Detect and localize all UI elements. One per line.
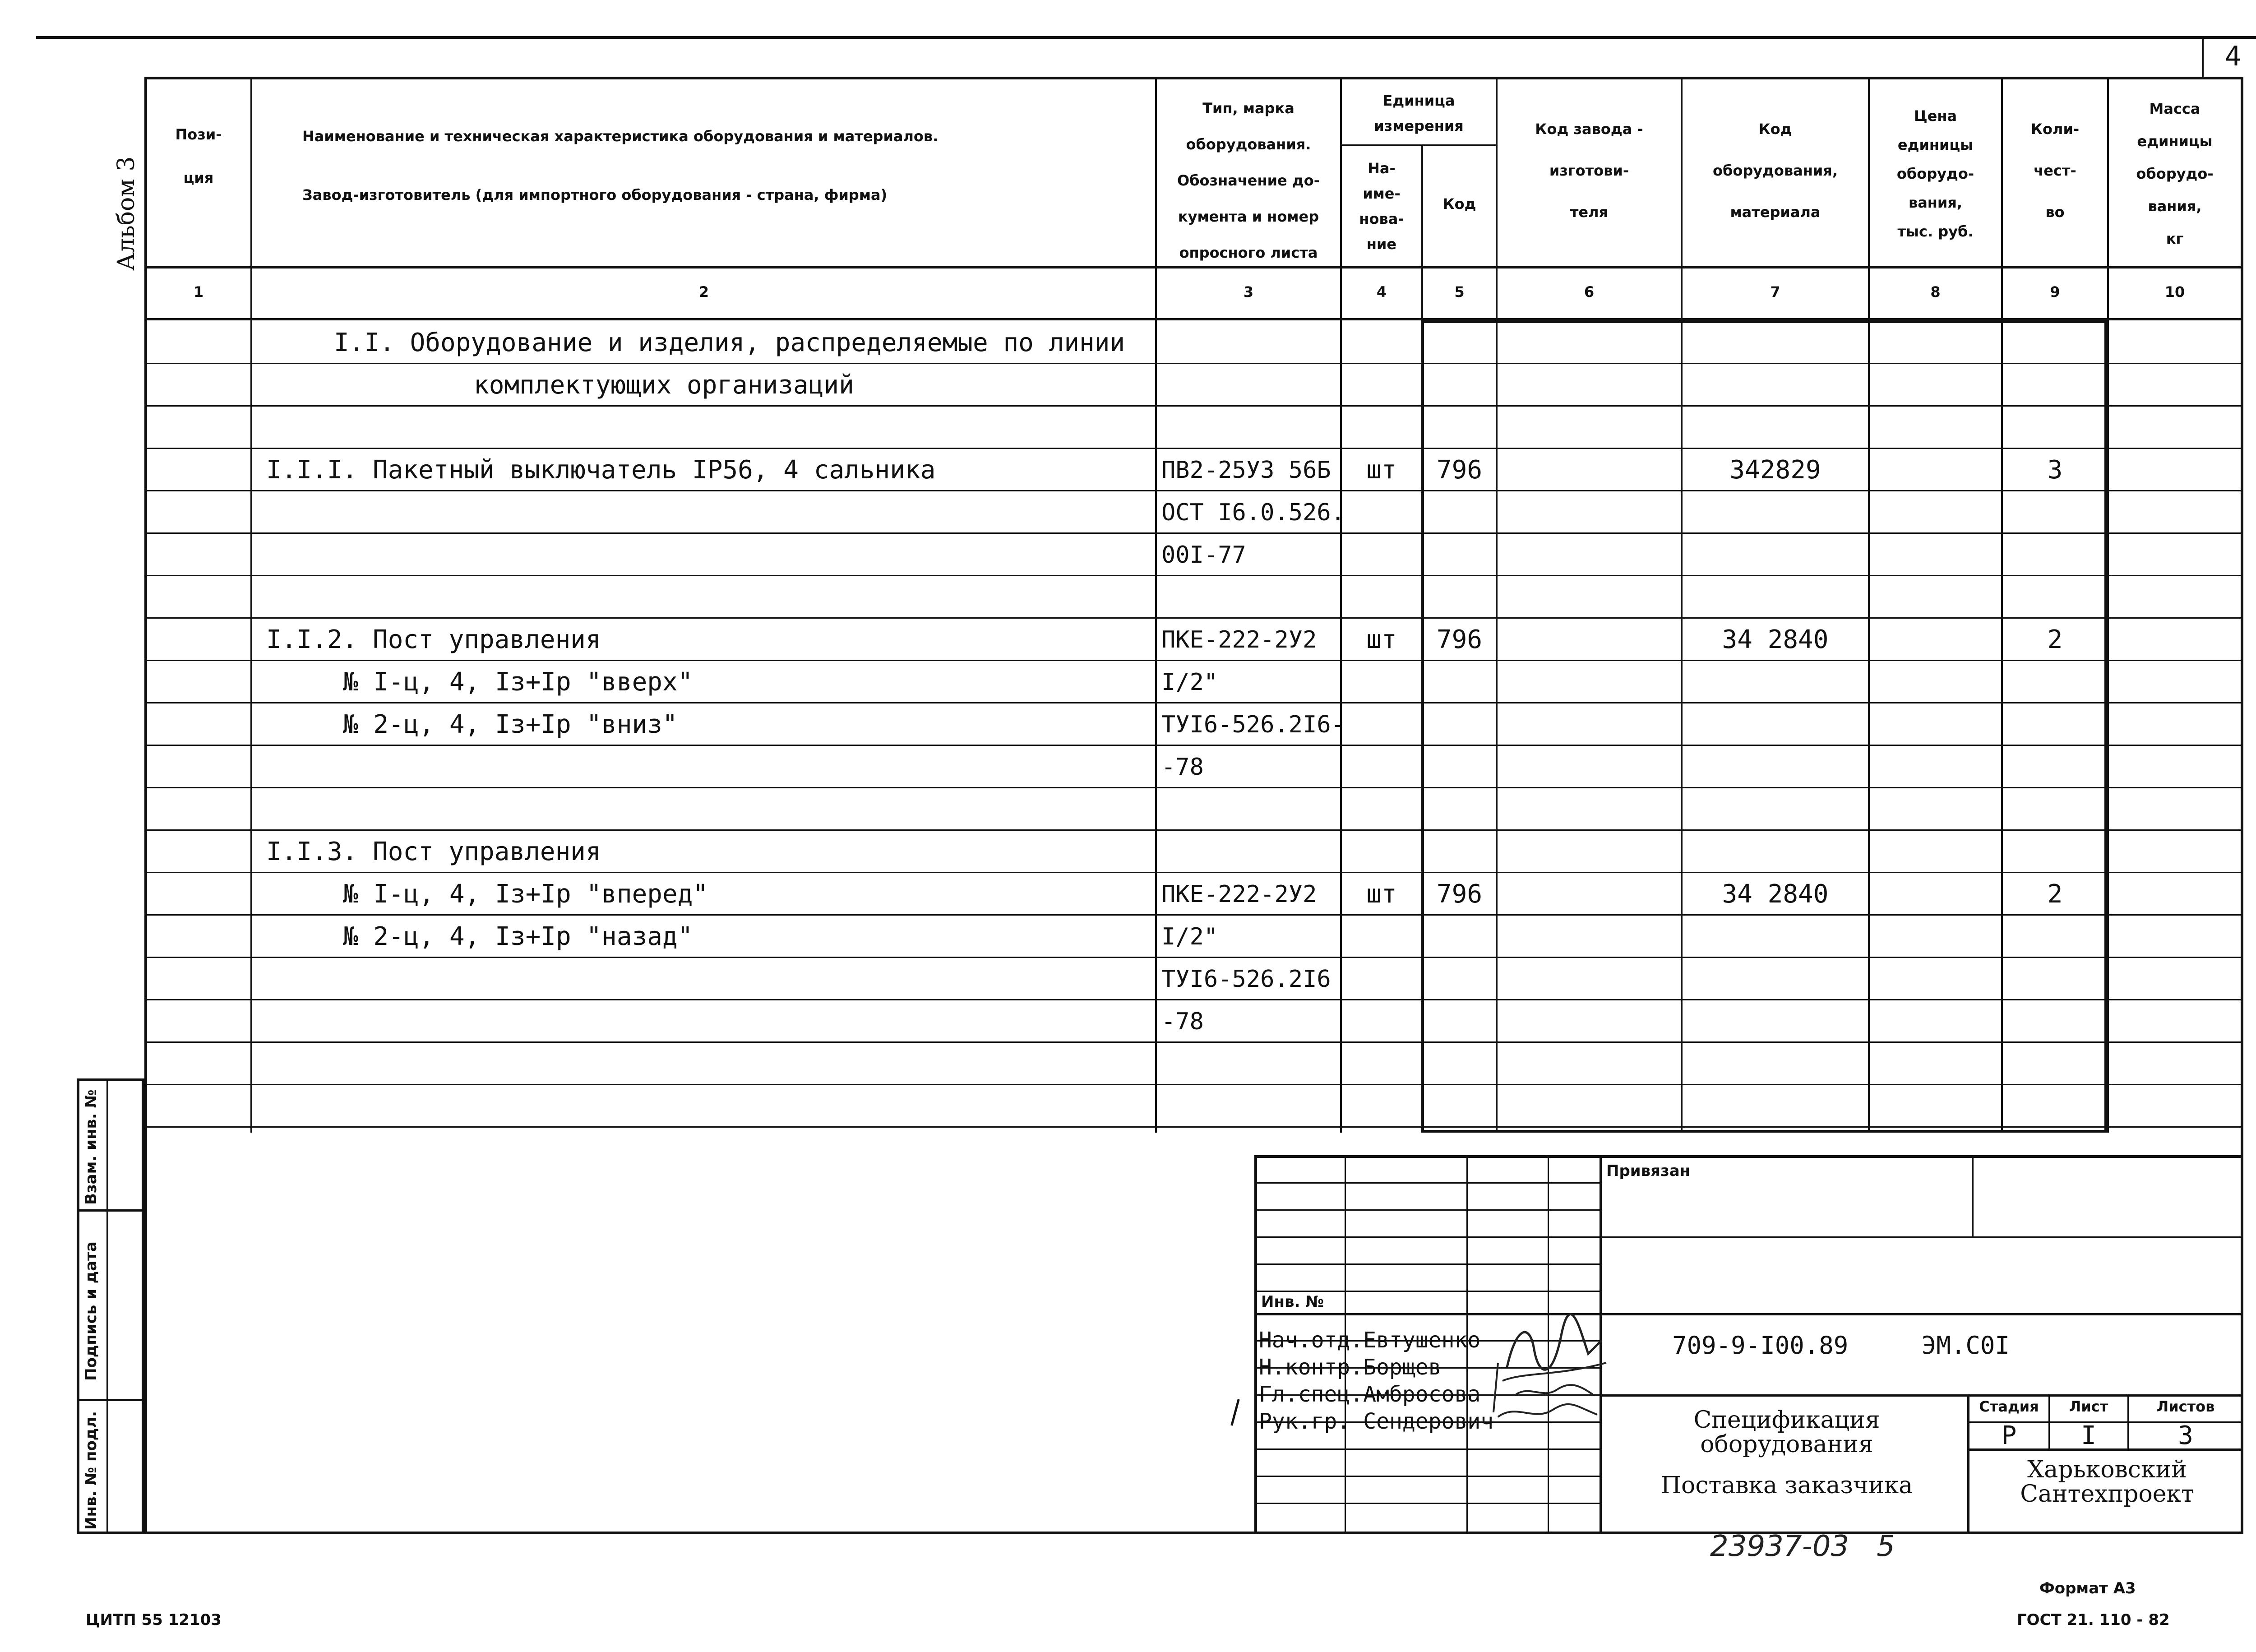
row-12-c2: I.I.3. Пост управления — [266, 837, 601, 866]
row-line — [144, 405, 2242, 407]
doc-subtitle: Поставка заказчика — [1660, 1472, 1913, 1499]
row-8-c3: I/2" — [1161, 669, 1218, 696]
row-7-c2: I.I.2. Пост управления — [266, 625, 601, 654]
row-13-c3: ПКЕ-222-2У2 — [1161, 881, 1317, 908]
row-0-c2: I.I. Оборудование и изделия, распределяемые по линии — [334, 328, 1125, 357]
tb-top — [1254, 1155, 2242, 1158]
row-line — [144, 745, 2242, 746]
tb-code-bottom — [1600, 1394, 2242, 1397]
sheet-label: Лист — [2069, 1398, 2108, 1415]
row-3-c3: ПВ2-25У3 56Б — [1161, 457, 1331, 484]
footer-left: ЦИТП 55 12103 — [86, 1611, 222, 1629]
tb-h11 — [1254, 1448, 1600, 1450]
row-7-c4: шт — [1366, 625, 1397, 654]
header-unit-name: На- име- нова- ние — [1359, 160, 1404, 253]
colnum-9: 9 — [2050, 283, 2060, 301]
table-bottom — [77, 1532, 2242, 1534]
tb-left — [1254, 1155, 1257, 1534]
row-5-c3: 00I-77 — [1161, 541, 1246, 569]
row-13-c7: 34 2840 — [1722, 879, 1829, 909]
left-stamp-divider — [106, 1078, 108, 1534]
header-unit-group: Единица измерения — [1374, 92, 1464, 134]
podpis-label: Подпись и дата — [82, 1241, 100, 1381]
row-13-c2: № I-ц, 4, Iз+Iр "вперед" — [343, 879, 708, 909]
tb-h1 — [1254, 1182, 1600, 1184]
tb-code-top — [1600, 1313, 2242, 1315]
header-qty: Коли- чест- во — [2030, 120, 2080, 221]
left-stamp-line-2 — [77, 1399, 144, 1401]
header-mass: Масса единицы оборудо- вания, кг — [2136, 100, 2214, 247]
colnum-7: 7 — [1770, 283, 1780, 301]
colnum-1: 1 — [193, 283, 204, 301]
sheet-value: I — [2081, 1421, 2096, 1450]
colnum-10: 10 — [2164, 283, 2185, 301]
row-line — [144, 363, 2242, 364]
row-16-c3: -78 — [1161, 1008, 1204, 1035]
row-3-c4: шт — [1366, 455, 1397, 485]
header-maker-code: Код завода - изготови- теля — [1535, 120, 1643, 221]
colnum-2: 2 — [698, 283, 709, 301]
row-4-c3: ОСТ I6.0.526. — [1161, 499, 1345, 526]
row-1-c2: комплектующих организаций — [474, 370, 854, 400]
tb-h13 — [1254, 1503, 1600, 1504]
sheets-label: Листов — [2156, 1398, 2215, 1415]
colnum-6: 6 — [1584, 283, 1595, 301]
header-name-2: Завод-изготовитель (для импортного оборудования - страна, фирма) — [302, 186, 888, 204]
signatures-drawing — [1489, 1309, 1615, 1426]
header-equip-code: Код оборудования, материала — [1713, 120, 1838, 221]
row-9-c3: ТУI6-526.2I6- — [1161, 711, 1345, 738]
row-line — [144, 999, 2242, 1000]
table-right — [2241, 77, 2243, 1534]
format-label: Формат А3 — [2039, 1579, 2136, 1597]
row-13-c5: 796 — [1436, 879, 1483, 909]
row-line — [144, 575, 2242, 576]
tb-h2 — [1254, 1209, 1600, 1211]
vzam-label: Взам. инв. № — [82, 1089, 100, 1205]
row-line — [144, 957, 2242, 958]
row-line — [144, 914, 2242, 916]
row-line — [144, 490, 2242, 491]
row-3-c2: I.I.I. Пакетный выключатель IP56, 4 сальника — [266, 455, 936, 485]
col-line-1 — [250, 77, 252, 1133]
row-10-c3: -78 — [1161, 754, 1204, 781]
stage-label: Стадия — [1979, 1398, 2039, 1415]
row-13-c4: шт — [1366, 879, 1397, 909]
row-7-c3: ПКЕ-222-2У2 — [1161, 626, 1317, 653]
tb-privyazan-split — [1972, 1155, 1974, 1236]
tb-h4 — [1254, 1263, 1600, 1265]
signer-2: Н.контр.Борщев — [1259, 1355, 1442, 1380]
row-9-c2: № 2-ц, 4, Iз+Iр "вниз" — [343, 710, 678, 739]
inv-podl-label: Инв. № подл. — [82, 1411, 100, 1530]
row-3-c5: 796 — [1436, 455, 1483, 485]
tb-stage-left — [1967, 1394, 1969, 1534]
privyazan-label: Привязан — [1606, 1162, 1691, 1180]
handwritten-number: 23937-03 5 — [1710, 1530, 1895, 1563]
row-line — [144, 1126, 2242, 1128]
header-type: Тип, марка оборудования. Обозначение до- кумента и номер опросного листа — [1177, 100, 1320, 261]
row-line — [144, 829, 2242, 831]
row-14-c3: I/2" — [1161, 923, 1218, 950]
row-7-c9: 2 — [2047, 625, 2063, 654]
header-unit-code: Код — [1442, 195, 1476, 213]
tb-h3 — [1254, 1236, 1600, 1238]
tb-privyazan-bottom — [1600, 1236, 2242, 1238]
frame-top — [36, 36, 2256, 39]
tb-h12 — [1254, 1476, 1600, 1477]
row-line — [144, 702, 2242, 703]
album-label: Альбом 3 — [113, 156, 140, 271]
data-region-border — [1421, 320, 2107, 1133]
colnum-8: 8 — [1930, 283, 1941, 301]
row-3-c9: 3 — [2047, 455, 2063, 485]
row-13-c9: 2 — [2047, 879, 2063, 909]
signer-4: Рук.гр. Сендерович — [1259, 1409, 1494, 1434]
row-line — [144, 660, 2242, 661]
header-pos: Пози- ция — [175, 126, 222, 186]
row-line — [144, 1041, 2242, 1043]
doc-code: 709-9-I00.89 ЭМ.С0I — [1672, 1331, 2010, 1360]
colnum-5: 5 — [1454, 283, 1465, 301]
signer-1: Нач.отд.Евтушенко — [1259, 1328, 1481, 1353]
pen-stroke — [1230, 1399, 1239, 1425]
header-name-1: Наименование и техническая характеристика оборудования и материалов. — [302, 128, 938, 145]
row-line — [144, 787, 2242, 788]
row-line — [144, 1084, 2242, 1085]
colnum-4: 4 — [1376, 283, 1387, 301]
doc-title: Спецификация оборудования — [1693, 1407, 1880, 1458]
row-line — [144, 617, 2242, 619]
header-price: Цена единицы оборудо- вания, тыс. руб. — [1896, 107, 1974, 240]
row-3-c7: 342829 — [1729, 455, 1821, 485]
row-7-c5: 796 — [1436, 625, 1483, 654]
sheets-value: 3 — [2178, 1421, 2193, 1450]
row-line — [144, 872, 2242, 873]
signer-3: Гл.спец.Амбросова — [1259, 1382, 1481, 1407]
row-8-c2: № I-ц, 4, Iз+Iр "вверх" — [343, 667, 693, 697]
table-top — [144, 77, 2242, 79]
row-line — [144, 532, 2242, 534]
row-14-c2: № 2-ц, 4, Iз+Iр "назад" — [343, 922, 693, 951]
colnum-3: 3 — [1243, 283, 1254, 301]
org-name: Харьковский Сантехпроект — [2020, 1456, 2194, 1508]
tb-h5 — [1254, 1291, 1600, 1292]
row-15-c3: ТУI6-526.2I6 — [1161, 966, 1331, 993]
footer-right: ГОСТ 21. 110 - 82 — [2017, 1611, 2170, 1629]
stage-value: Р — [2001, 1421, 2017, 1450]
unit-group-line — [1340, 144, 1496, 146]
left-stamp-line-1 — [77, 1209, 144, 1212]
row-line — [144, 448, 2242, 449]
row-7-c7: 34 2840 — [1722, 625, 1829, 654]
inv-no-label: Инв. № — [1261, 1293, 1324, 1311]
page-number: 4 — [2224, 41, 2242, 72]
